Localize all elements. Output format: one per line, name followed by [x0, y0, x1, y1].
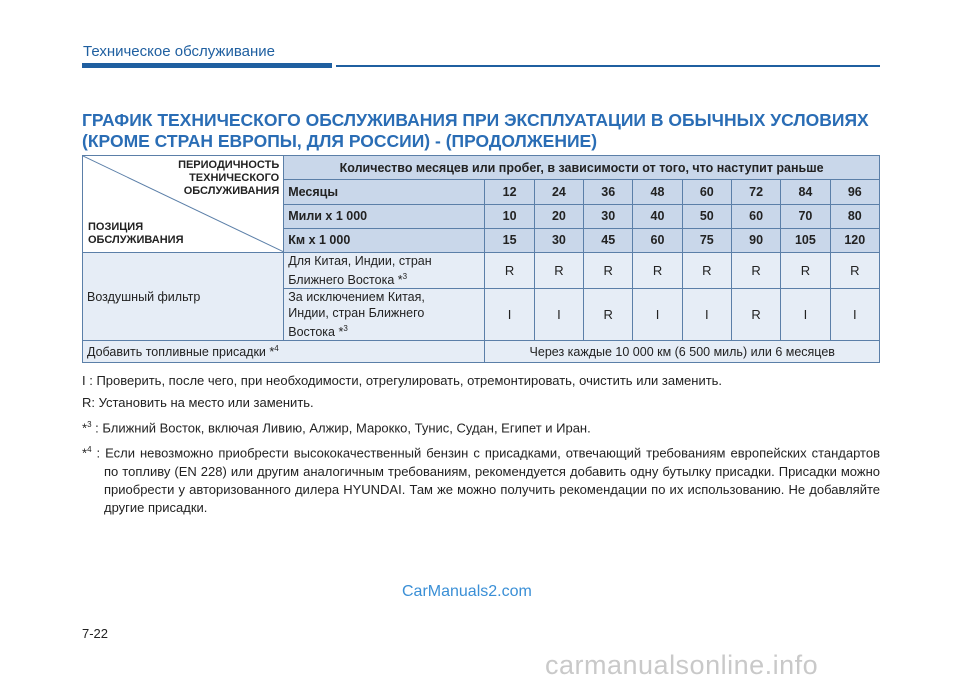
- cell-action: R: [485, 253, 534, 289]
- cell-miles: 60: [731, 204, 780, 228]
- condition-china-india-me: Для Китая, Индии, стран Ближнего Востока *$^3$: [284, 253, 485, 289]
- cell-action: R: [584, 253, 633, 289]
- cell-km: 30: [534, 228, 583, 252]
- table-row: [83, 253, 880, 289]
- row-label-miles: Мили x 1 000: [284, 204, 485, 228]
- maintenance-table: [82, 155, 880, 363]
- table-row: [83, 341, 880, 363]
- note-4: *$^4$ : Если невозможно приобрести высококачественный бензин с присадками, отвечающий требованиям европейских стандартов по топливу (EN 228) или другим аналогичным требованиям, рекомендуется добавить одну бутылку присадки. Присадки можно приобрести у авторизованного дилера HYUNDAI. Там же можно получить рекомендации по их использованию. Не добавляйте другие присадки.: [82, 445, 880, 515]
- cell-miles: 50: [682, 204, 731, 228]
- header-rule-thin: [336, 65, 880, 67]
- header-rule-thick: [82, 63, 332, 68]
- cell-action: I: [781, 289, 830, 341]
- condition-other-regions: За исключением Китая, Индии, стран Ближнего Востока *$^3$: [284, 289, 485, 341]
- cell-km: 60: [633, 228, 682, 252]
- note-3: *$^3$ : Ближний Восток, включая Ливию, Алжир, Марокко, Тунис, Судан, Египет и Иран.: [82, 420, 591, 436]
- cell-months: 24: [534, 180, 583, 204]
- additive-interval: Через каждые 10 000 км (6 500 миль) или 6 месяцев: [485, 341, 880, 363]
- footer-watermark: carmanualsonline.info: [545, 650, 819, 680]
- cell-months: 72: [731, 180, 780, 204]
- cell-action: I: [485, 289, 534, 341]
- cell-action: R: [534, 253, 583, 289]
- table-corner-header: [83, 156, 284, 253]
- cell-km: 90: [731, 228, 780, 252]
- cell-months: 36: [584, 180, 633, 204]
- cell-km: 120: [830, 228, 879, 252]
- cell-miles: 40: [633, 204, 682, 228]
- cell-action: R: [633, 253, 682, 289]
- cell-km: 75: [682, 228, 731, 252]
- corner-position-label: ПОЗИЦИЯ ОБСЛУЖИВАНИЯ: [88, 221, 184, 246]
- cell-action: R: [781, 253, 830, 289]
- cell-action: R: [731, 289, 780, 341]
- cell-km: 15: [485, 228, 534, 252]
- page-title-line1: ГРАФИК ТЕХНИЧЕСКОГО ОБСЛУЖИВАНИЯ ПРИ ЭКСПЛУАТАЦИИ В ОБЫЧНЫХ УСЛОВИЯХ: [82, 110, 869, 130]
- cell-miles: 10: [485, 204, 534, 228]
- cell-km: 105: [781, 228, 830, 252]
- notes: [82, 372, 880, 521]
- note-r: R: Установить на место или заменить.: [82, 395, 314, 410]
- cell-months: 96: [830, 180, 879, 204]
- page-title-line2: (КРОМЕ СТРАН ЕВРОПЫ, ДЛЯ РОССИИ) - (ПРОДОЛЖЕНИЕ): [82, 131, 598, 151]
- corner-period-label: ПЕРИОДИЧНОСТЬ ТЕХНИЧЕСКОГО ОБСЛУЖИВАНИЯ: [178, 159, 280, 197]
- site-watermark: CarManuals2.com: [402, 583, 532, 600]
- item-fuel-additive: Добавить топливные присадки *$^4$: [83, 341, 485, 363]
- cell-action: R: [584, 289, 633, 341]
- row-label-months: Месяцы: [284, 180, 485, 204]
- cell-miles: 20: [534, 204, 583, 228]
- row-label-km: Км x 1 000: [284, 228, 485, 252]
- cell-action: R: [830, 253, 879, 289]
- cell-action: I: [534, 289, 583, 341]
- cell-miles: 70: [781, 204, 830, 228]
- cell-miles: 80: [830, 204, 879, 228]
- page-number: 7-22: [82, 626, 109, 641]
- cell-action: I: [633, 289, 682, 341]
- span-header: Количество месяцев или пробег, в зависимости от того, что наступит раньше: [284, 156, 880, 180]
- cell-action: R: [731, 253, 780, 289]
- section-title: Техническое обслуживание: [83, 43, 275, 60]
- cell-months: 84: [781, 180, 830, 204]
- page-title: [82, 110, 882, 152]
- cell-action: I: [830, 289, 879, 341]
- cell-km: 45: [584, 228, 633, 252]
- cell-months: 12: [485, 180, 534, 204]
- cell-miles: 30: [584, 204, 633, 228]
- cell-months: 48: [633, 180, 682, 204]
- item-air-filter: Воздушный фильтр: [83, 253, 284, 341]
- cell-action: R: [682, 253, 731, 289]
- note-i: I : Проверить, после чего, при необходимости, отрегулировать, отремонтировать, очистить или заменить.: [82, 373, 723, 388]
- cell-months: 60: [682, 180, 731, 204]
- cell-action: I: [682, 289, 731, 341]
